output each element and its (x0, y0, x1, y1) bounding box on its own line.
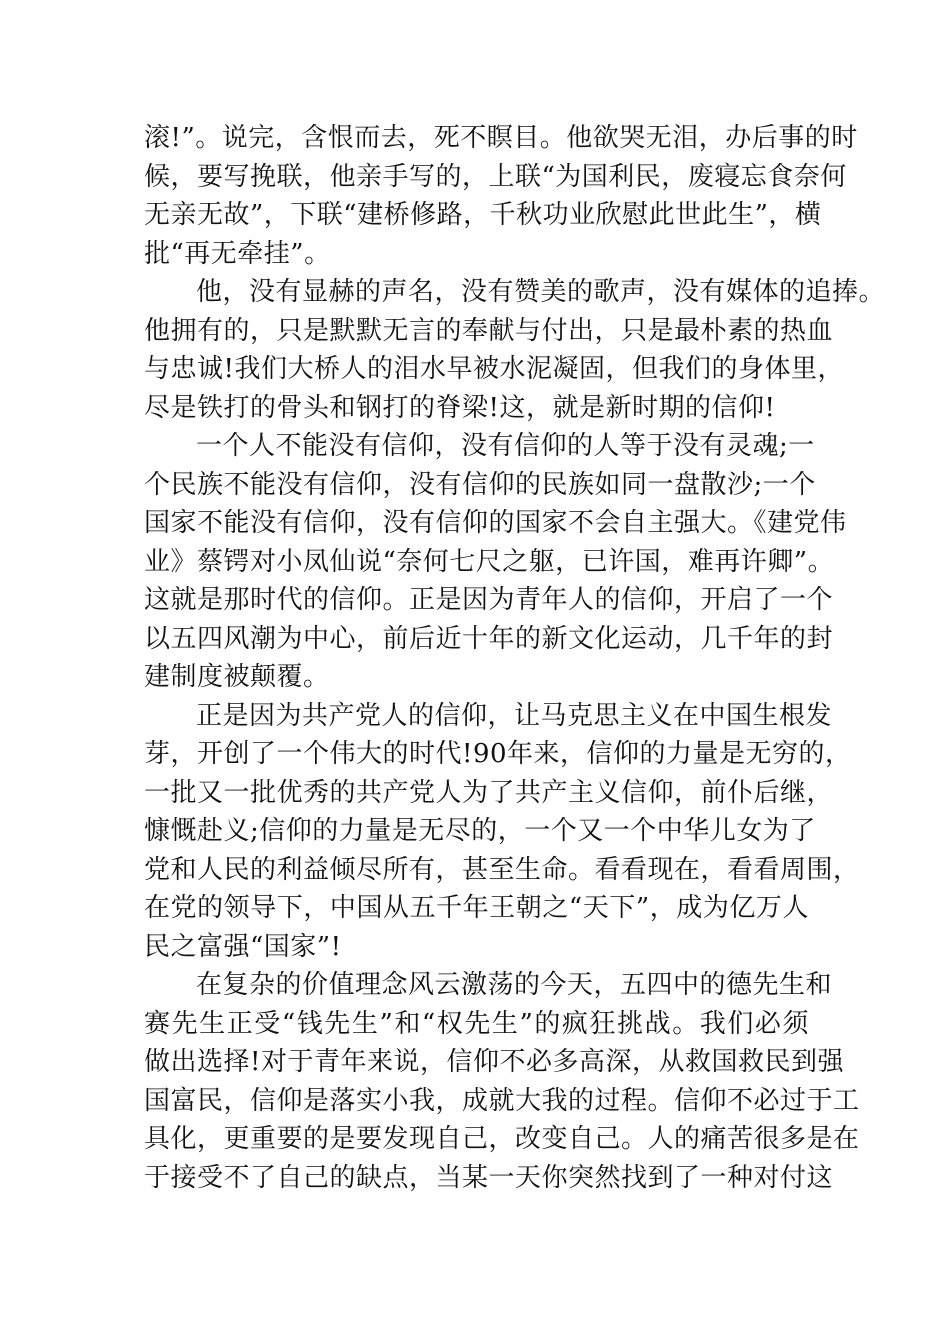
paragraph (144, 427, 847, 697)
text-line: 于接受不了自己的缺点，当某一天你突然找到了一种对付这 (144, 1162, 834, 1193)
text-line: 具化，更重要的是要发现自己，改变自己。人的痛苦很多是在 (144, 1124, 860, 1154)
text-line: 在复杂的价值理念风云激荡的今天，五四中的德先生和 (196, 970, 833, 1000)
paragraph (144, 697, 860, 967)
text-line: 一个人不能没有信仰，没有信仰的人等于没有灵魂;一 (196, 431, 815, 461)
text-line: 他，没有显赫的声名，没有赞美的歌声，没有媒体的追捧。 (196, 277, 886, 307)
text-line: 业》蔡锷对小凤仙说“奈何七尺之躯，已许国，难再许卿”。 (144, 546, 835, 577)
paragraph (144, 119, 858, 273)
text-line: 慷慨赴义;信仰的力量是无尽的，一个又一个中华儿女为了 (144, 816, 816, 846)
document-body (144, 119, 886, 1197)
text-line: 民之富强“国家”! (144, 931, 342, 962)
text-line: 批“再无牵挂”。 (144, 238, 331, 269)
text-line: 个民族不能没有信仰，没有信仰的民族如同一盘散沙;一个 (144, 469, 816, 500)
text-line: 党和人民的利益倾尽所有，甚至生命。看看现在，看看周围， (144, 854, 860, 885)
text-line: 他拥有的，只是默默无言的奉献与付出，只是最朴素的热血 (144, 315, 834, 346)
text-line: 滚!”。说完，含恨而去，死不瞑目。他欲哭无泪，办后事的时 (144, 123, 858, 153)
text-line: 无亲无故”，下联“建桥修路，千秋功业欣慰此世此生”，横 (144, 200, 822, 230)
paragraph (144, 273, 886, 427)
text-line: 以五四风潮为中心，前后近十年的新文化运动，几千年的封 (144, 623, 834, 654)
text-line: 国富民，信仰是落实小我，成就大我的过程。信仰不必过于工 (144, 1085, 860, 1116)
text-line: 在党的领导下，中国从五千年王朝之“天下”，成为亿万人 (144, 893, 809, 923)
text-line: 这就是那时代的信仰。正是因为青年人的信仰，开启了一个 (144, 585, 834, 615)
text-line: 与忠诚!我们大桥人的泪水早被水泥凝固，但我们的身体里， (144, 354, 844, 384)
text-line: 做出选择!对于青年来说，信仰不必多高深，从救国救民到强 (144, 1047, 844, 1077)
text-line: 芽，开创了一个伟大的时代!90年来，信仰的力量是无穷的， (144, 739, 852, 769)
text-line: 国家不能没有信仰，没有信仰的国家不会自主强大。《建党伟 (144, 508, 847, 538)
text-line: 一批又一批优秀的共产党人为了共产主义信仰，前仆后继， (144, 777, 834, 808)
text-line: 尽是铁打的骨头和钢打的脊梁!这，就是新时期的信仰! (144, 392, 776, 423)
text-line: 建制度被颠覆。 (144, 662, 330, 692)
text-line: 正是因为共产党人的信仰，让马克思主义在中国生根发 (196, 700, 833, 731)
text-line: 候，要写挽联，他亲手写的，上联“为国利民，废寝忘食奈何 (144, 161, 847, 192)
text-line: 赛先生正受“钱先生”和“权先生”的疯狂挑战。我们必须 (144, 1008, 809, 1039)
paragraph (144, 966, 860, 1197)
